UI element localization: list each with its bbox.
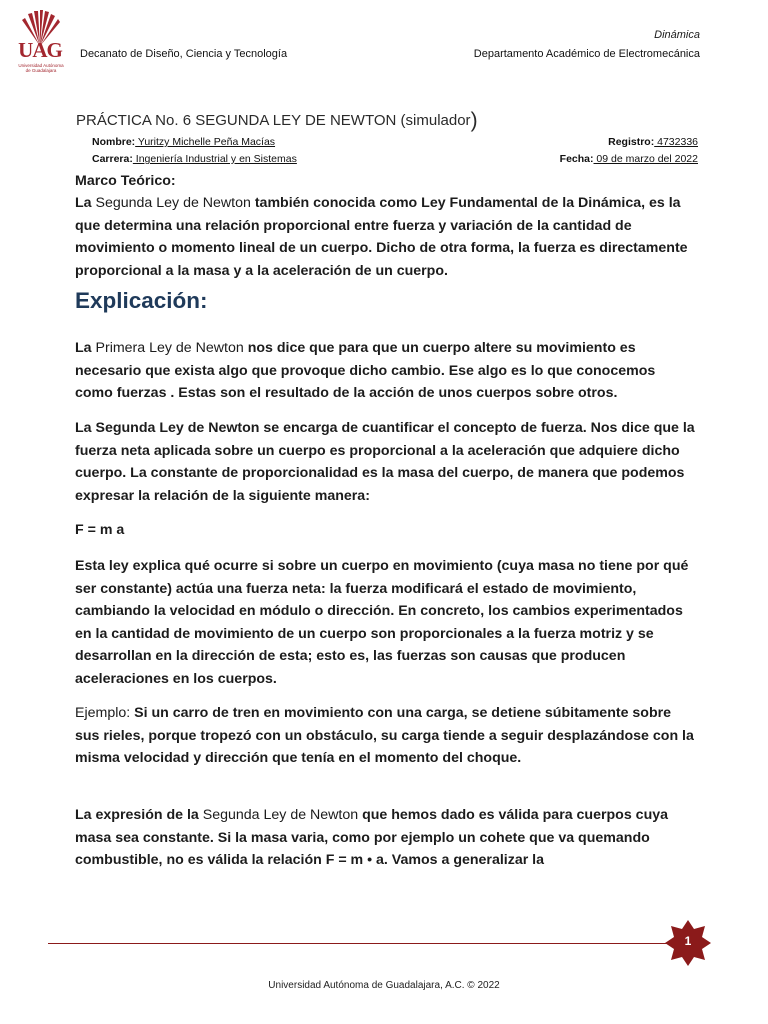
p1-lead: La — [75, 340, 96, 356]
practice-title — [76, 107, 478, 131]
practice-title-paren: ) — [470, 109, 478, 132]
registro-value: 4732336 — [654, 136, 698, 148]
logo-text: UAG — [18, 38, 62, 62]
paragraph-2: La Segunda Ley de Newton se encarga de cuantificar el concepto de fuerza. Nos dice que la fuerza neta aplicada sobre un cuerpo es proporcional a la aceleración que adquiere dicho cuerpo. La constante de proporcionalidad es la masa del cuerpo, de manera que podemos expresar la relación de la siguiente manera: — [75, 420, 695, 504]
carrera-label: Carrera: — [92, 153, 133, 165]
p4-rest: Si un carro de tren en movimiento con una carga, se detiene súbitamente sobre sus rieles, porque tropezó con un obstáculo, su carga tiende a seguir desplazándose con la misma velocidad y dirección que tenía en el momento del choque. — [75, 705, 694, 766]
student-name — [92, 136, 275, 148]
marco-lead: La — [75, 195, 96, 211]
p5-term: Segunda Ley de Newton — [202, 807, 359, 823]
fecha-value: 09 de marzo del 2022 — [593, 153, 698, 165]
fecha — [438, 153, 698, 165]
footer-divider — [48, 943, 670, 944]
paragraph-4 — [75, 702, 695, 770]
marco-label: Marco Teórico: — [75, 173, 176, 189]
department-label: Departamento Académico de Electromecánica — [473, 48, 700, 60]
subject-label: Dinámica — [654, 29, 700, 41]
paragraph-3: Esta ley explica qué ocurre si sobre un cuerpo en movimiento (cuya masa no tiene por qué ser constante) actúa una fuerza neta: la fuerza modificará el estado de movimiento, cambiando la velocidad en módulo o dirección. En concreto, los cambios experimentados en la cantidad de movimiento de un cuerpo son proporcionales a la fuerza motriz y se desarrollan en la dirección de esta; esto es, las fuerzas son causas que producen aceleraciones en los cuerpos. — [75, 558, 689, 687]
name-value: Yuritzy Michelle Peña Macías — [135, 136, 276, 148]
registro — [438, 136, 698, 148]
p5-rest: que hemos dado es válida para cuerpos cuya masa sea constante. Si la masa varia, como por ejemplo un cohete que va quemando combustible, no es válida la relación F = m • a. Vamos a generalizar la — [75, 807, 669, 868]
footer-copyright: Universidad Autónoma de Guadalajara, A.C. © 2022 — [268, 980, 500, 991]
p4-label: Ejemplo: — [75, 705, 131, 721]
paragraph-5 — [75, 804, 695, 872]
logo-subtext: Universidad Autónoma de Guadalajara — [18, 63, 64, 73]
practice-title-text: PRÁCTICA No. 6 SEGUNDA LEY DE NEWTON (simulador — [76, 112, 471, 129]
p1-rest: nos dice que para que un cuerpo altere su movimiento es necesario que exista algo que provoque dicho cambio. Ese algo es lo que conocemos como fuerzas . Estas son el resultado de la acción de unos cuerpos sobre otros. — [75, 340, 656, 401]
formula: F = m a — [75, 522, 125, 538]
registro-label: Registro: — [608, 136, 655, 148]
deanery-label: Decanato de Diseño, Ciencia y Tecnología — [80, 48, 288, 60]
marco-paragraph — [75, 192, 695, 282]
p5-lead: La expresión de la — [75, 807, 203, 823]
name-label: Nombre: — [92, 136, 136, 148]
marco-term: Segunda Ley de Newton — [95, 195, 251, 211]
carrera — [92, 153, 297, 165]
paragraph-1 — [75, 337, 695, 405]
p1-term: Primera Ley de Newton — [95, 340, 244, 356]
explicacion-heading: Explicación: — [75, 288, 208, 313]
page-number: 1 — [684, 934, 692, 948]
marco-rest: también conocida como Ley Fundamental de la Dinámica, es la que determina una relación proporcional entre fuerza y variación de la cantidad de movimiento o momento lineal de un cuerpo. Dicho de otra forma, la fuerza es directamente proporcional a la masa y a la aceleración de un cuerpo. — [75, 195, 688, 279]
fecha-label: Fecha: — [559, 153, 594, 165]
carrera-value: Ingeniería Industrial y en Sistemas — [132, 153, 297, 165]
